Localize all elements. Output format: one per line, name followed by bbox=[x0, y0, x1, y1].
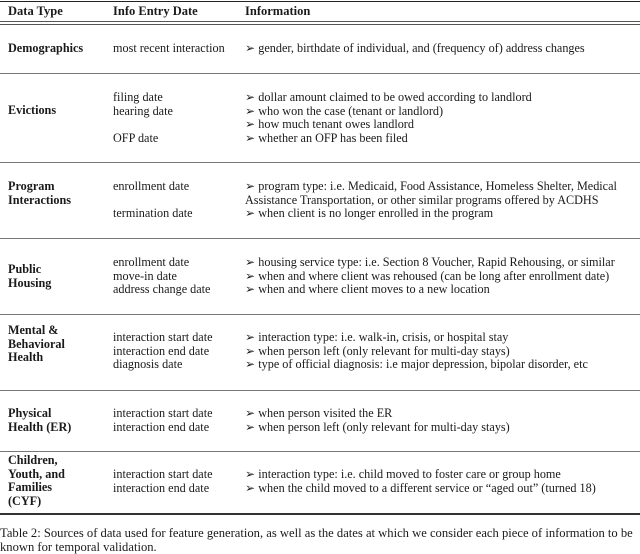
caption-line-1: Table 2: Sources of data used for feature generation, as well as the dates at which we consider each piece of information to be bbox=[0, 526, 633, 540]
caption-line-2: known for temporal validation. bbox=[0, 540, 157, 554]
row-program-interactions-type: Program Interactions bbox=[8, 179, 71, 207]
row-divider bbox=[0, 162, 640, 163]
row-cyf-type: Children, Youth, and Families (CYF) bbox=[8, 453, 65, 508]
row-public-housing-info: ➢ housing service type: i.e. Section 8 Voucher, Rapid Rehousing, or similar ➢ when and where client was rehoused (can be long after enrollment date) ➢ when and where client moves to a new location bbox=[245, 255, 615, 296]
row-evictions-dates: filing date hearing date OFP date bbox=[113, 90, 173, 145]
row-program-interactions-info: ➢ program type: i.e. Medicaid, Food Assistance, Homeless Shelter, Medical Assistance Transportation, or other similar programs offered by ACDHS ➢ when client is no longer enrolled in the program bbox=[245, 179, 617, 220]
row-demographics-type: Demographics bbox=[8, 41, 84, 55]
row-physical-health-type: Physical Health (ER) bbox=[8, 406, 72, 434]
row-program-interactions-dates: enrollment date termination date bbox=[113, 179, 193, 220]
header-information: Information bbox=[245, 4, 311, 18]
header-info-entry-date: Info Entry Date bbox=[113, 4, 198, 18]
row-divider bbox=[0, 451, 640, 452]
row-cyf-info: ➢ interaction type: i.e. child moved to foster care or group home ➢ when the child moved to a different service or “aged out” (turned 18) bbox=[245, 467, 596, 495]
row-demographics-info: ➢ gender, birthdate of individual, and (frequency of) address changes bbox=[245, 41, 585, 55]
row-public-housing-type: Public Housing bbox=[8, 262, 52, 290]
row-mental-health-dates: interaction start date interaction end date diagnosis date bbox=[113, 330, 213, 371]
row-cyf-dates: interaction start date interaction end date bbox=[113, 467, 213, 495]
row-mental-health-info: ➢ interaction type: i.e. walk-in, crisis, or hospital stay ➢ when person left (only relevant for multi-day stays) ➢ type of official diagnosis: i.e major depression, bipolar disorder, etc bbox=[245, 330, 588, 371]
row-divider bbox=[0, 390, 640, 391]
row-divider bbox=[0, 314, 640, 315]
table-bottom-rule bbox=[0, 513, 640, 515]
row-mental-health-type: Mental & Behavioral Health bbox=[8, 323, 65, 364]
row-public-housing-dates: enrollment date move-in date address change date bbox=[113, 255, 211, 296]
table-caption bbox=[0, 526, 640, 554]
row-physical-health-dates: interaction start date interaction end date bbox=[113, 406, 213, 434]
header-double-rule bbox=[0, 21, 640, 25]
table-top-rule bbox=[0, 1, 640, 2]
row-divider bbox=[0, 73, 640, 74]
header-data-type: Data Type bbox=[8, 4, 63, 18]
row-evictions-info: ➢ dollar amount claimed to be owed according to landlord ➢ who won the case (tenant or landlord) ➢ how much tenant owes landlord ➢ whether an OFP has been filed bbox=[245, 90, 532, 145]
row-evictions-type: Evictions bbox=[8, 103, 57, 117]
row-demographics-dates: most recent interaction bbox=[113, 41, 225, 55]
row-divider bbox=[0, 238, 640, 239]
row-physical-health-info: ➢ when person visited the ER ➢ when person left (only relevant for multi-day stays) bbox=[245, 406, 510, 434]
